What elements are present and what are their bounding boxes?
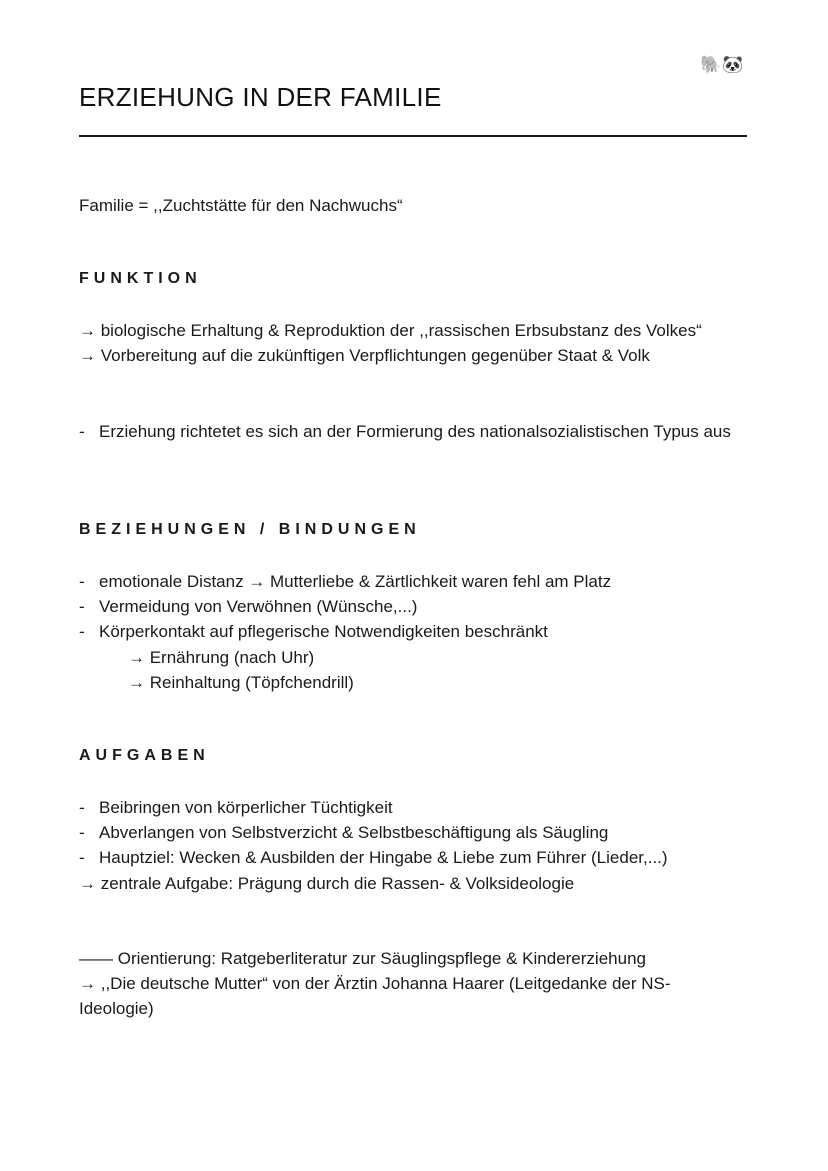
aufgaben-item-text: Hauptziel: Wecken & Ausbilden der Hingabe & Liebe zum Führer (Lieder,...) [99,848,668,867]
beziehungen-item-1 [79,569,759,594]
funktion-arrow-2: → Vorbereitung auf die zukünftigen Verpflichtungen gegenüber Staat & Volk [79,346,650,365]
title-divider [79,135,747,137]
bullet-dash: - [79,848,85,867]
funktion-bullet-text: Erziehung richtetet es sich an der Formierung des nationalsozialistischen Typus aus [99,422,731,441]
section-heading-beziehungen: BEZIEHUNGEN / BINDUNGEN [79,521,421,538]
beziehungen-item-text: Körperkontakt auf pflegerische Notwendigkeiten beschränkt [99,622,548,641]
orientierung-line: —— Orientierung: Ratgeberliteratur zur Säuglingspflege & Kindererziehung [79,949,646,968]
funktion-arrow-1: → biologische Erhaltung & Reproduktion der ,,rassischen Erbsubstanz des Volkes“ [79,321,702,340]
beziehungen-item-text: Vermeidung von Verwöhnen (Wünsche,...) [99,597,418,616]
bullet-dash: - [79,622,85,641]
aufgaben-item-2 [79,820,759,845]
beziehungen-subitem-1: → Ernährung (nach Uhr) [128,648,315,667]
bullet-dash: - [79,597,85,616]
beziehungen-item-2 [79,594,759,619]
bullet-dash: - [79,823,85,842]
bullet-dash: - [79,798,85,817]
aufgaben-item-3 [79,845,759,870]
beziehungen-item-3 [79,619,759,644]
aufgaben-arrow: → zentrale Aufgabe: Prägung durch die Rassen- & Volksideologie [79,874,575,893]
beziehungen-item-text: emotionale Distanz → Mutterliebe & Zärtlichkeit waren fehl am Platz [99,572,612,591]
bullet-dash: - [79,422,85,441]
aufgaben-item-text: Beibringen von körperlicher Tüchtigkeit [99,798,393,817]
aufgaben-item-text: Abverlangen von Selbstverzicht & Selbstbeschäftigung als Säugling [99,823,609,842]
section-heading-funktion: FUNKTION [79,270,202,287]
elephant-panda-icon: 🐘🐼 [700,55,745,75]
funktion-bullet [79,419,759,444]
page-title: ERZIEHUNG IN DER FAMILIE [79,82,442,112]
intro-definition: Familie = ,,Zuchtstätte für den Nachwuchs“ [79,196,403,215]
bullet-dash: - [79,572,85,591]
orientierung-arrow: → ,,Die deutsche Mutter“ von der Ärztin Johanna Haarer (Leitgedanke der NS-Ideologie) [79,974,671,1018]
section-heading-aufgaben: AUFGABEN [79,747,210,764]
aufgaben-item-1 [79,795,759,820]
beziehungen-subitem-2: → Reinhaltung (Töpfchendrill) [128,673,354,692]
